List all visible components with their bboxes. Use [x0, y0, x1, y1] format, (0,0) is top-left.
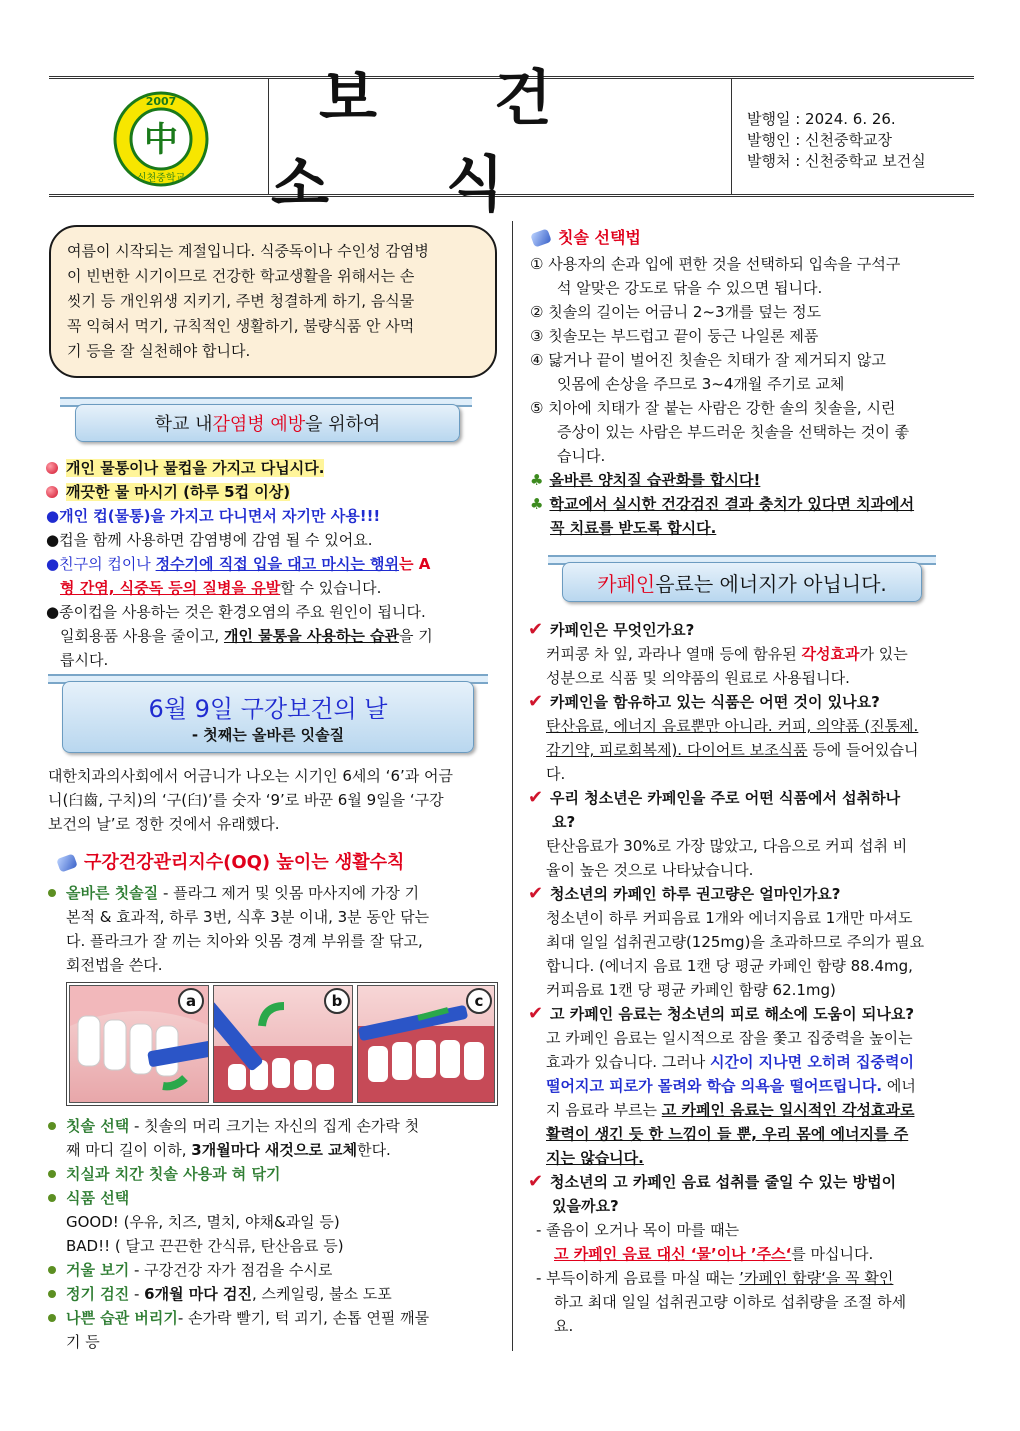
- answer: 탄산음료, 에너지 음료뿐만 아니라. 커피, 의약품 (진통제.: [546, 717, 919, 735]
- bullet-icon: [48, 1194, 56, 1202]
- list-item: 본적 & 효과적, 하루 3번, 식후 3분 이내, 3분 동안 닦는: [66, 908, 430, 926]
- list-item: 석 알맞은 강도로 닦을 수 있으면 됩니다.: [557, 279, 823, 297]
- banner-subtitle: - 첫째는 올바른 잇솔질: [191, 726, 345, 744]
- image-label-b: b: [324, 988, 350, 1014]
- list-item: [46, 576, 496, 600]
- item-label: 식품 선택: [66, 1189, 130, 1207]
- oral-day-banner: [62, 681, 474, 753]
- image-label-c: c: [466, 988, 492, 1014]
- logo-cell: [49, 79, 269, 194]
- list-item: ① 사용자의 손과 입에 편한 것을 선택하되 입속을 구석구: [530, 255, 901, 273]
- list-item: ●컵을 함께 사용하면 감염병에 감염 될 수 있어요.: [46, 531, 373, 549]
- item-text: 째 마디 길이 이하,: [66, 1141, 192, 1159]
- item-text: 3개월마다 새것으로 교체: [191, 1141, 358, 1159]
- list-item: 습니다.: [557, 447, 606, 465]
- question: 있을까요?: [552, 1197, 619, 1215]
- answer-text: 을 꼭 확인: [825, 1269, 894, 1287]
- item-label: 칫솔 선택: [66, 1117, 130, 1135]
- page-title: 보 건 소 식: [271, 63, 600, 220]
- list-item: [46, 1114, 498, 1138]
- header: [49, 63, 974, 220]
- publisher: 발행인 : 신천중학교장: [747, 131, 893, 149]
- list-item: 릅시다.: [60, 651, 109, 669]
- check-icon: ✔: [528, 619, 544, 640]
- answer: [528, 1242, 978, 1266]
- item-text: 는 A: [399, 555, 431, 573]
- heading-text: 구강건강관리지수(OQ) 높이는 생활수칙: [84, 852, 405, 873]
- list-item: 꼭 치료를 받도록 합시다.: [550, 519, 717, 537]
- item-text: 할 수 있습니다.: [280, 579, 382, 597]
- list-item: 다. 플라크가 잘 끼는 치아와 잇몸 경계 부위를 잘 닦고,: [66, 932, 423, 950]
- brushing-images: [66, 982, 498, 1106]
- bullet-icon: [48, 1170, 56, 1178]
- banner-highlight: 감염병 예방: [212, 414, 306, 435]
- answer: [528, 1266, 978, 1290]
- list-item: [46, 480, 496, 504]
- oq-list-bottom: [46, 1114, 498, 1354]
- bullet-icon: [48, 889, 56, 897]
- list-item: [46, 1186, 498, 1210]
- heading-text: 칫솔 선택법: [558, 228, 641, 247]
- check-icon: ✔: [528, 883, 544, 904]
- brushing-image-b: [213, 985, 353, 1103]
- logo-year: 2007: [145, 95, 177, 108]
- banner-text: 음료는 에너지가 아닙니다.: [655, 571, 887, 596]
- answer: 활력이 생긴 듯 한 느낌이 들 뿐, 우리 몸에 에너지를 주: [546, 1125, 909, 1143]
- answer: 청소년이 하루 커피음료 1개와 에너지음료 1개만 마셔도: [546, 909, 913, 927]
- brush-list: [530, 252, 978, 540]
- list-item: GOOD! (우유, 치즈, 멸치, 야채&과일 등): [66, 1213, 340, 1231]
- answer-text: 를 마십니다.: [791, 1245, 874, 1263]
- item-label: 정기 검진: [66, 1285, 130, 1303]
- column-divider: [512, 221, 513, 1351]
- question: [528, 786, 978, 810]
- banner-text: 학교 내: [154, 414, 213, 435]
- list-item: BAD!! ( 달고 끈끈한 간식류, 탄산음료 등): [66, 1237, 344, 1255]
- answer-text: 고 카페인 음료는 일시적인 각성효과로: [661, 1101, 915, 1119]
- bullet-icon: [48, 1122, 56, 1130]
- brush-heading: [532, 225, 641, 248]
- list-item: [530, 468, 978, 492]
- publication-info: [747, 109, 926, 172]
- answer: 합니다. (에너지 음료 1캔 당 평균 카페인 함량 88.4mg,: [546, 957, 913, 975]
- question-text: 청소년의 카페인 하루 권고량은 얼마인가요?: [550, 885, 841, 903]
- question: [528, 882, 978, 906]
- oq-heading: [58, 848, 404, 874]
- item-text: -: [129, 1285, 145, 1303]
- list-item: [530, 492, 978, 516]
- list-item: 잇몸에 손상을 주므로 3~4개월 주기로 교체: [557, 375, 845, 393]
- intro-line: 여름이 시작되는 계절입니다. 식중독이나 수인성 감염병: [67, 242, 429, 260]
- toothbrush-icon: [56, 853, 78, 872]
- answer: [528, 642, 978, 666]
- answer: - 졸음이 오거나 목이 마를 때는: [536, 1221, 740, 1239]
- answer-text: 에너: [882, 1077, 916, 1095]
- list-item: [46, 1258, 498, 1282]
- item-text: - 손가락 빨기, 턱 괴기, 손톱 연필 깨물: [177, 1309, 430, 1327]
- answer-text: 떨어지고 피로가 몰려와 학습 의욕을 떨어뜨립니다.: [546, 1077, 883, 1095]
- brushing-image-c: [357, 985, 495, 1103]
- answer-text: ’카페인 함량‘: [739, 1269, 826, 1287]
- answer-text: 효과가 있습니다. 그러나: [546, 1053, 710, 1071]
- item-label: 치실과 치간 칫솔 사용과 혀 닦기: [66, 1165, 281, 1183]
- question-text: 카페인을 함유하고 있는 식품은 어떤 것이 있나요?: [550, 693, 880, 711]
- logo-school: 신천중학교: [136, 173, 186, 184]
- answer: 고 카페인 음료는 일시적으로 잠을 쫓고 집중력을 높이는: [546, 1029, 913, 1047]
- question: 요?: [552, 813, 576, 831]
- infection-banner: [75, 404, 460, 442]
- bullet-icon: [46, 486, 58, 498]
- item-text: 학교에서 실시한 건강검진 결과 충치가 있다면 치과에서: [549, 495, 915, 513]
- intro-box: [49, 225, 497, 378]
- list-item: [46, 1282, 498, 1306]
- intro-line: 꼭 익혀서 먹기, 규칙적인 생활하기, 불량식품 안 사먹: [67, 317, 415, 335]
- answer-text: 감기약, 피로회복제). 다이어트 보조식품: [546, 741, 808, 759]
- oq-list-top: [46, 881, 496, 977]
- item-text: 을 기: [399, 627, 433, 645]
- caffeine-banner: [562, 562, 922, 602]
- text-line: 니(臼齒, 구치)의 ‘구(臼)’를 숫자 ‘9’로 바꾼 6월 9일을 ‘구강: [48, 791, 444, 809]
- check-icon: ✔: [528, 1003, 544, 1024]
- answer-text: 시간이 지나면 오히려 집중력이: [709, 1053, 915, 1071]
- oral-day-text: [48, 764, 496, 836]
- item-label: 나쁜 습관 버리기: [66, 1309, 178, 1327]
- item-text: 개인 물통이나 물컵을 가지고 다닙시다.: [66, 459, 325, 477]
- bullet-icon: [48, 1290, 56, 1298]
- answer: [528, 738, 978, 762]
- caffeine-qa: [528, 618, 978, 1338]
- list-item: ●개인 컵(물통)을 가지고 다니면서 자기만 사용!!!: [46, 507, 381, 525]
- list-item: [46, 456, 496, 480]
- item-text: 올바른 양치질 습관화를 합시다!: [549, 471, 761, 489]
- answer: 율이 높은 것으로 나타났습니다.: [546, 861, 754, 879]
- item-text: - 플라그 제거 및 잇몸 마사지에 가장 기: [158, 884, 420, 902]
- answer: 요.: [554, 1317, 574, 1335]
- issuer: 발행처 : 신천중학교 보건실: [747, 152, 926, 170]
- infection-list: [46, 456, 496, 672]
- item-text: - 칫솔의 머리 크기는 자신의 집게 손가락 첫: [129, 1117, 420, 1135]
- intro-line: 씻기 등 개인위생 지키기, 주변 청결하게 하기, 음식물: [67, 292, 415, 310]
- banner-title: 6월 9일 구강보건의 날: [148, 695, 388, 723]
- question-text: 청소년의 고 카페인 음료 섭취를 줄일 수 있는 방법이: [550, 1173, 897, 1191]
- item-text: 정수기에 직접 입을 대고 마시는 행위: [155, 555, 400, 573]
- list-item: [46, 881, 496, 905]
- image-label-a: a: [178, 988, 204, 1014]
- list-item: 증상이 있는 사람은 부드러운 칫솔을 선택하는 것이 좋: [557, 423, 910, 441]
- item-text: 개인 물통을 사용하는 습관: [223, 627, 400, 645]
- text-line: 대한치과의사회에서 어금니가 나오는 시기인 6세의 ‘6’과 어금: [48, 767, 453, 785]
- school-logo: [111, 89, 211, 189]
- list-item: ●종이컵을 사용하는 것은 환경오염의 주요 원인이 됩니다.: [46, 603, 426, 621]
- text-line: 보건의 날’로 정한 것에서 유래했다.: [48, 815, 280, 833]
- answer: 하고 최대 일일 섭취권고량 이하로 섭취량을 조절 하세: [554, 1293, 907, 1311]
- intro-line: 이 빈번한 시기이므로 건강한 학교생활을 위해서는 손: [67, 267, 415, 285]
- answer-text: 커피콩 차 잎, 과라나 열매 등에 함유된: [546, 645, 802, 663]
- list-item: 기 등: [66, 1333, 100, 1351]
- question: [528, 1170, 978, 1194]
- item-text: 깨끗한 물 마시기 (하루 5컵 이상): [66, 483, 291, 501]
- bullet-icon: [48, 1314, 56, 1322]
- question: [528, 1002, 978, 1026]
- list-item: ③ 칫솔모는 부드럽고 끝이 둥근 나일론 제품: [530, 327, 819, 345]
- bullet-icon: [48, 1266, 56, 1274]
- answer: [528, 1098, 978, 1122]
- intro-line: 기 등을 잘 실천해야 합니다.: [67, 342, 251, 360]
- item-text: , 스케일링, 불소 도포: [251, 1285, 392, 1303]
- item-text: 6개월 마다 검진: [144, 1285, 252, 1303]
- header-divider: [731, 79, 732, 194]
- answer: 성분으로 식품 및 의약품의 원료로 사용됩니다.: [546, 669, 850, 687]
- list-item: 회전법을 쓴다.: [66, 956, 163, 974]
- answer-text: 등에 들어있습니: [807, 741, 919, 759]
- answer: 최대 일일 섭취권고량(125mg)을 초과하므로 주의가 필요: [546, 933, 925, 951]
- list-item: [46, 1138, 498, 1162]
- question: [528, 618, 978, 642]
- toothbrush-icon: [530, 228, 552, 247]
- list-item: [46, 552, 496, 576]
- question-text: 우리 청소년은 카페인을 주로 어떤 식품에서 섭취하나: [550, 789, 901, 807]
- check-icon: ✔: [528, 1171, 544, 1192]
- banner-highlight: 카페인: [597, 571, 656, 596]
- brushing-image-a: [69, 985, 209, 1103]
- sprout-icon: ♣: [530, 471, 544, 489]
- question: [528, 690, 978, 714]
- list-item: ④ 닳거나 끝이 벌어진 칫솔은 치태가 잘 제거되지 않고: [530, 351, 886, 369]
- item-text: 형 간염, 식중독 등의 질병을 유발: [60, 579, 281, 597]
- answer: [528, 1050, 978, 1074]
- item-text: 일회용품 사용을 줄이고,: [60, 627, 224, 645]
- bullet-icon: [46, 462, 58, 474]
- list-item: ② 칫솔의 길이는 어금니 2~3개를 덮는 정도: [530, 303, 822, 321]
- logo-char: 中: [144, 120, 178, 160]
- item-text: - 구강건강 자가 점검을 수시로: [129, 1261, 333, 1279]
- answer: 탄산음료가 30%로 가장 많았고, 다음으로 커피 섭취 비: [546, 837, 908, 855]
- item-text: 한다.: [357, 1141, 391, 1159]
- answer-text: 지 음료라 부르는: [546, 1101, 662, 1119]
- answer: 다.: [546, 765, 566, 783]
- issue-date: 발행일 : 2024. 6. 26.: [747, 110, 896, 128]
- answer: 지는 않습니다.: [546, 1149, 644, 1167]
- list-item: [46, 1306, 498, 1330]
- item-text: ●친구의 컵이나: [46, 555, 156, 573]
- question-text: 카페인은 무엇인가요?: [550, 621, 695, 639]
- question-text: 고 카페인 음료는 청소년의 피로 해소에 도움이 되나요?: [550, 1005, 915, 1023]
- list-item: [46, 624, 496, 648]
- answer-text: - 부득이하게 음료를 마실 때는: [536, 1269, 740, 1287]
- answer-text: 가 있는: [859, 645, 908, 663]
- item-label: 올바른 칫솔질: [66, 884, 159, 902]
- answer-text: 각성효과: [801, 645, 860, 663]
- item-label: 거울 보기: [66, 1261, 130, 1279]
- banner-text: 을 위하여: [305, 414, 381, 435]
- list-item: ⑤ 치아에 치태가 잘 붙는 사람은 강한 솔의 칫솔을, 시린: [530, 399, 896, 417]
- check-icon: ✔: [528, 691, 544, 712]
- answer: [528, 1074, 978, 1098]
- check-icon: ✔: [528, 787, 544, 808]
- answer: 커피음료 1캔 당 평균 카페인 함량 62.1mg): [546, 981, 836, 999]
- answer-text: 고 카페인 음료 대신 ‘물’이나 ’주스‘: [554, 1245, 792, 1263]
- sprout-icon: ♣: [530, 495, 544, 513]
- list-item: [46, 1162, 498, 1186]
